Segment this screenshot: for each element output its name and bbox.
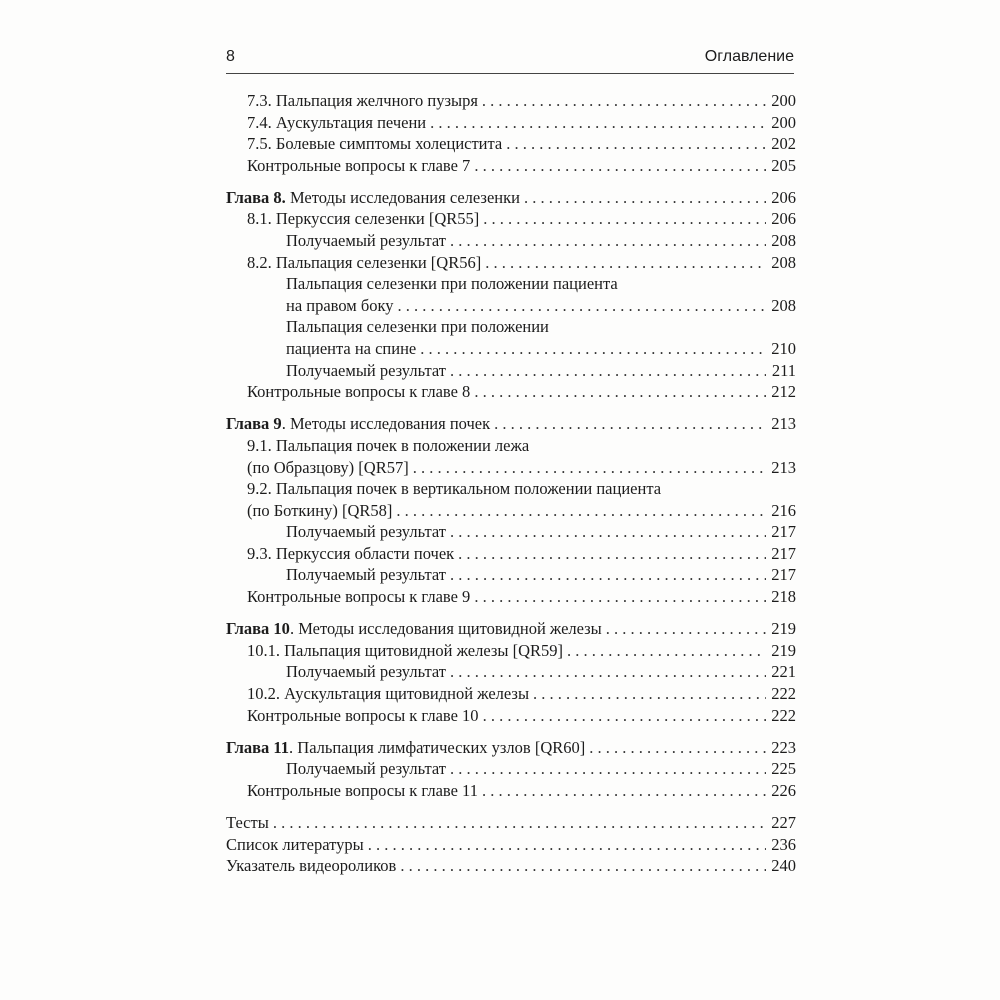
toc-entry	[226, 457, 796, 479]
toc-chapter-entry	[226, 187, 796, 209]
toc-entry	[226, 338, 796, 360]
toc-chapter-entry	[226, 618, 796, 640]
toc-entry-first-line	[226, 316, 796, 338]
chapter-title: . Пальпация лимфатических узлов [QR60]	[289, 737, 586, 757]
toc-entry	[226, 683, 796, 705]
toc-entry-page: 213	[771, 414, 796, 434]
leader-dots	[506, 133, 766, 155]
toc-entry-page: 217	[771, 565, 796, 585]
leader-dots	[494, 413, 766, 435]
leader-dots	[483, 208, 766, 230]
toc-entry	[226, 640, 796, 662]
chapter-prefix: Глава 8.	[226, 187, 286, 207]
toc-entry	[226, 780, 796, 802]
leader-dots	[482, 90, 766, 112]
toc-entry-label-line1: Пальпация селезенки при положении	[286, 317, 549, 337]
leader-dots	[368, 834, 766, 856]
leader-dots	[273, 812, 766, 834]
leader-dots	[567, 640, 766, 662]
toc-entry-label-line1: Пальпация селезенки при положении пациента	[286, 274, 618, 294]
toc-entry	[226, 705, 796, 727]
toc-entry	[226, 112, 796, 134]
toc-entry	[226, 360, 796, 382]
toc-entry	[226, 521, 796, 543]
toc-entry	[226, 564, 796, 586]
toc-entry-label: Контрольные вопросы к главе 8	[247, 382, 471, 402]
leader-dots	[398, 295, 766, 317]
toc-entry-label: пациента на спине	[286, 339, 417, 359]
toc-entry-page: 240	[771, 856, 796, 876]
toc-chapter-label	[226, 187, 520, 209]
toc-entry	[226, 208, 796, 230]
toc-entry-page: 217	[771, 522, 796, 542]
toc-entry-page: 236	[771, 834, 796, 854]
leader-dots	[420, 338, 766, 360]
toc-chapter-label	[226, 737, 585, 759]
toc-entry-label: 9.3. Перкуссия области почек	[247, 543, 455, 563]
toc-entry-page: 213	[771, 457, 796, 477]
toc-entry	[226, 500, 796, 522]
leader-dots	[396, 500, 766, 522]
toc-entry-label: Получаемый результат	[286, 231, 446, 251]
leader-dots	[458, 543, 766, 565]
toc-backmatter-entry	[226, 834, 796, 856]
toc-entry-label: Контрольные вопросы к главе 10	[247, 705, 479, 725]
toc-entry-label: на правом боку	[286, 295, 394, 315]
toc-entry	[226, 758, 796, 780]
leader-dots	[450, 564, 766, 586]
toc-entry	[226, 230, 796, 252]
leader-dots	[474, 381, 766, 403]
leader-dots	[589, 737, 766, 759]
toc-entry-page: 202	[771, 134, 796, 154]
chapter-prefix: Глава 9	[226, 414, 282, 434]
toc-entry-page: 227	[771, 812, 796, 832]
toc-entry-page: 222	[771, 683, 796, 703]
toc-entry-page: 205	[771, 155, 796, 175]
leader-dots	[533, 683, 766, 705]
chapter-prefix: Глава 10	[226, 619, 290, 639]
running-header-title: Оглавление	[704, 48, 794, 65]
toc-entry-page: 218	[771, 587, 796, 607]
leader-dots	[450, 661, 766, 683]
toc-entry-page: 223	[771, 737, 796, 757]
leader-dots	[450, 230, 766, 252]
toc-entry	[226, 155, 796, 177]
toc-entry-label: Указатель видеороликов	[226, 856, 397, 876]
chapter-title: . Методы исследования почек	[281, 414, 491, 434]
toc-entry-page: 212	[771, 382, 796, 402]
toc-entry-page: 226	[771, 780, 796, 800]
toc-entry-label: (по Образцову) [QR57]	[247, 457, 409, 477]
toc-entry	[226, 586, 796, 608]
toc-chapter-entry	[226, 737, 796, 759]
toc-entry-label: Контрольные вопросы к главе 11	[247, 780, 478, 800]
toc-entry-page: 206	[771, 187, 796, 207]
toc-entry	[226, 661, 796, 683]
toc-entry-page: 222	[771, 705, 796, 725]
toc-entry-label: Получаемый результат	[286, 360, 446, 380]
leader-dots	[413, 457, 766, 479]
toc-entry-first-line	[226, 273, 796, 295]
toc-entry	[226, 381, 796, 403]
toc-backmatter-entry	[226, 855, 796, 877]
toc-entry-label: Тесты	[226, 812, 269, 832]
toc-entry-label: 8.1. Перкуссия селезенки [QR55]	[247, 209, 480, 229]
toc-chapter-label	[226, 413, 490, 435]
leader-dots	[474, 586, 766, 608]
toc-entry	[226, 252, 796, 274]
toc-entry-page: 208	[771, 295, 796, 315]
toc-entry-page: 219	[771, 619, 796, 639]
toc-entry	[226, 133, 796, 155]
toc-entry-label-line1: 9.2. Пальпация почек в вертикальном положении пациента	[247, 479, 662, 499]
toc-entry-label: 7.3. Пальпация желчного пузыря	[247, 91, 478, 110]
toc-entry-page: 219	[771, 640, 796, 660]
toc-entry-page: 216	[771, 500, 796, 520]
toc-entry-page: 221	[771, 662, 796, 682]
toc-entry-page: 200	[771, 91, 796, 110]
chapter-title: . Методы исследования щитовидной железы	[289, 619, 602, 639]
toc-entry-label: Получаемый результат	[286, 522, 446, 542]
leader-dots	[524, 187, 766, 209]
toc-entry	[226, 295, 796, 317]
leader-dots	[450, 360, 766, 382]
toc-entry-label: 7.5. Болевые симптомы холецистита	[247, 134, 503, 154]
page-number: 8	[226, 48, 235, 65]
toc-entry-label-line1: 9.1. Пальпация почек в положении лежа	[247, 435, 530, 455]
chapter-prefix: Глава 11	[226, 737, 290, 757]
table-of-contents	[226, 90, 796, 877]
toc-entry-page: 210	[771, 339, 796, 359]
header-rule	[226, 73, 794, 74]
leader-dots	[430, 112, 766, 134]
toc-entry-page: 200	[771, 112, 796, 132]
leader-dots	[400, 855, 766, 877]
toc-backmatter-entry	[226, 812, 796, 834]
toc-entry-page: 206	[771, 209, 796, 229]
toc-chapter-label	[226, 618, 602, 640]
toc-entry-label: 8.2. Пальпация селезенки [QR56]	[247, 252, 482, 272]
toc-entry-page: 208	[771, 231, 796, 251]
leader-dots	[485, 252, 766, 274]
leader-dots	[450, 521, 766, 543]
leader-dots	[606, 618, 766, 640]
toc-entry-label: Получаемый результат	[286, 565, 446, 585]
toc-entry-page: 225	[771, 759, 796, 779]
toc-entry-page: 217	[771, 543, 796, 563]
toc-entry-label: Контрольные вопросы к главе 9	[247, 587, 471, 607]
leader-dots	[482, 780, 766, 802]
toc-entry-label: Получаемый результат	[286, 759, 446, 779]
toc-entry-first-line	[226, 435, 796, 457]
toc-entry-label: Контрольные вопросы к главе 7	[247, 155, 471, 175]
toc-entry-label: 10.2. Аускультация щитовидной железы	[247, 683, 530, 703]
leader-dots	[483, 705, 766, 727]
toc-entry-label: 7.4. Аускультация печени	[247, 112, 427, 132]
toc-entry-page: 211	[771, 360, 796, 380]
toc-chapter-entry	[226, 413, 796, 435]
toc-entry-label: 10.1. Пальпация щитовидной железы [QR59]	[247, 640, 564, 660]
leader-dots	[474, 155, 766, 177]
toc-entry-label: (по Боткину) [QR58]	[247, 500, 393, 520]
chapter-title: Методы исследования селезенки	[285, 187, 520, 207]
toc-entry	[226, 90, 796, 112]
toc-entry-page: 208	[771, 252, 796, 272]
toc-entry-label: Список литературы	[226, 834, 364, 854]
leader-dots	[450, 758, 766, 780]
toc-entry-label: Получаемый результат	[286, 662, 446, 682]
toc-entry-first-line	[226, 478, 796, 500]
toc-entry	[226, 543, 796, 565]
